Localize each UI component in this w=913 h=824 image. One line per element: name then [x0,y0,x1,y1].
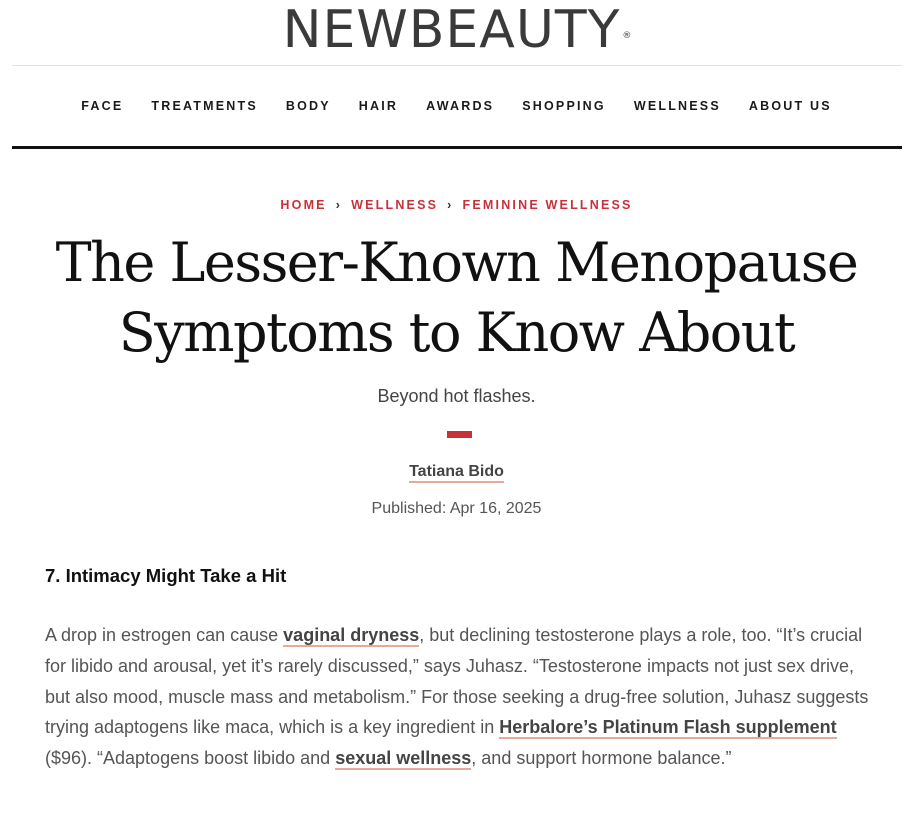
site-logo[interactable] [283,2,631,58]
main-nav [0,92,913,120]
author-byline [0,463,913,481]
breadcrumb-feminine-wellness[interactable]: FEMININE WELLNESS [462,198,633,212]
breadcrumb-separator-icon: › [335,198,343,212]
published-date: Published: Apr 16, 2025 [371,500,542,517]
header-divider [12,65,902,66]
nav-item-wellness[interactable]: WELLNESS [633,99,721,113]
breadcrumb-home[interactable]: HOME [280,198,327,212]
author-link[interactable]: Tatiana Bido [409,463,504,483]
breadcrumb [0,198,913,212]
decorative-accent-bar [447,431,472,438]
logo-text: NEWBEAUTY [282,0,621,60]
nav-item-shopping[interactable]: SHOPPING [522,99,606,113]
article-paragraph [45,620,875,774]
nav-item-treatments[interactable]: TREATMENTS [151,99,258,113]
section-heading: 7. Intimacy Might Take a Hit [45,565,287,586]
nav-item-about-us[interactable]: ABOUT US [748,99,832,113]
site-header [0,0,913,62]
para-text: A drop in estrogen can cause [45,625,284,645]
article-title [30,228,883,368]
link-sexual-wellness[interactable]: sexual wellness [335,748,472,769]
nav-item-face[interactable]: FACE [81,99,124,113]
article-title-line-2: Symptoms to Know About [118,301,795,364]
nav-item-body[interactable]: BODY [285,99,331,113]
nav-divider [12,146,902,149]
link-vaginal-dryness[interactable]: vaginal dryness [283,625,420,645]
nav-item-awards[interactable]: AWARDS [426,99,495,113]
para-text: , and support hormone balance.” [471,748,732,769]
para-text: ($96). “Adaptogens boost libido and [45,748,336,769]
registered-mark: ® [622,31,633,41]
breadcrumb-wellness[interactable]: WELLNESS [351,198,439,212]
breadcrumb-separator-icon: › [447,198,454,212]
para-text: , but declining testosterone plays a role, too. “It’s crucial for libido and arousal, yet it’s rarely discussed,” says Juhasz. “Testosterone impacts not just sex drive, but also mood, muscle mass and metabolism.” For those seeking a drug-free solution, Juhasz suggests trying adaptogens like maca, which is a key ingredient in [45,625,869,738]
link-herbalore-supplement[interactable]: Herbalore’s Platinum Flash supplement [499,717,837,738]
article-title-line-1: The Lesser-Known Menopause [55,231,858,294]
article-subtitle: Beyond hot flashes. [377,386,536,406]
nav-item-hair[interactable]: HAIR [358,99,399,113]
